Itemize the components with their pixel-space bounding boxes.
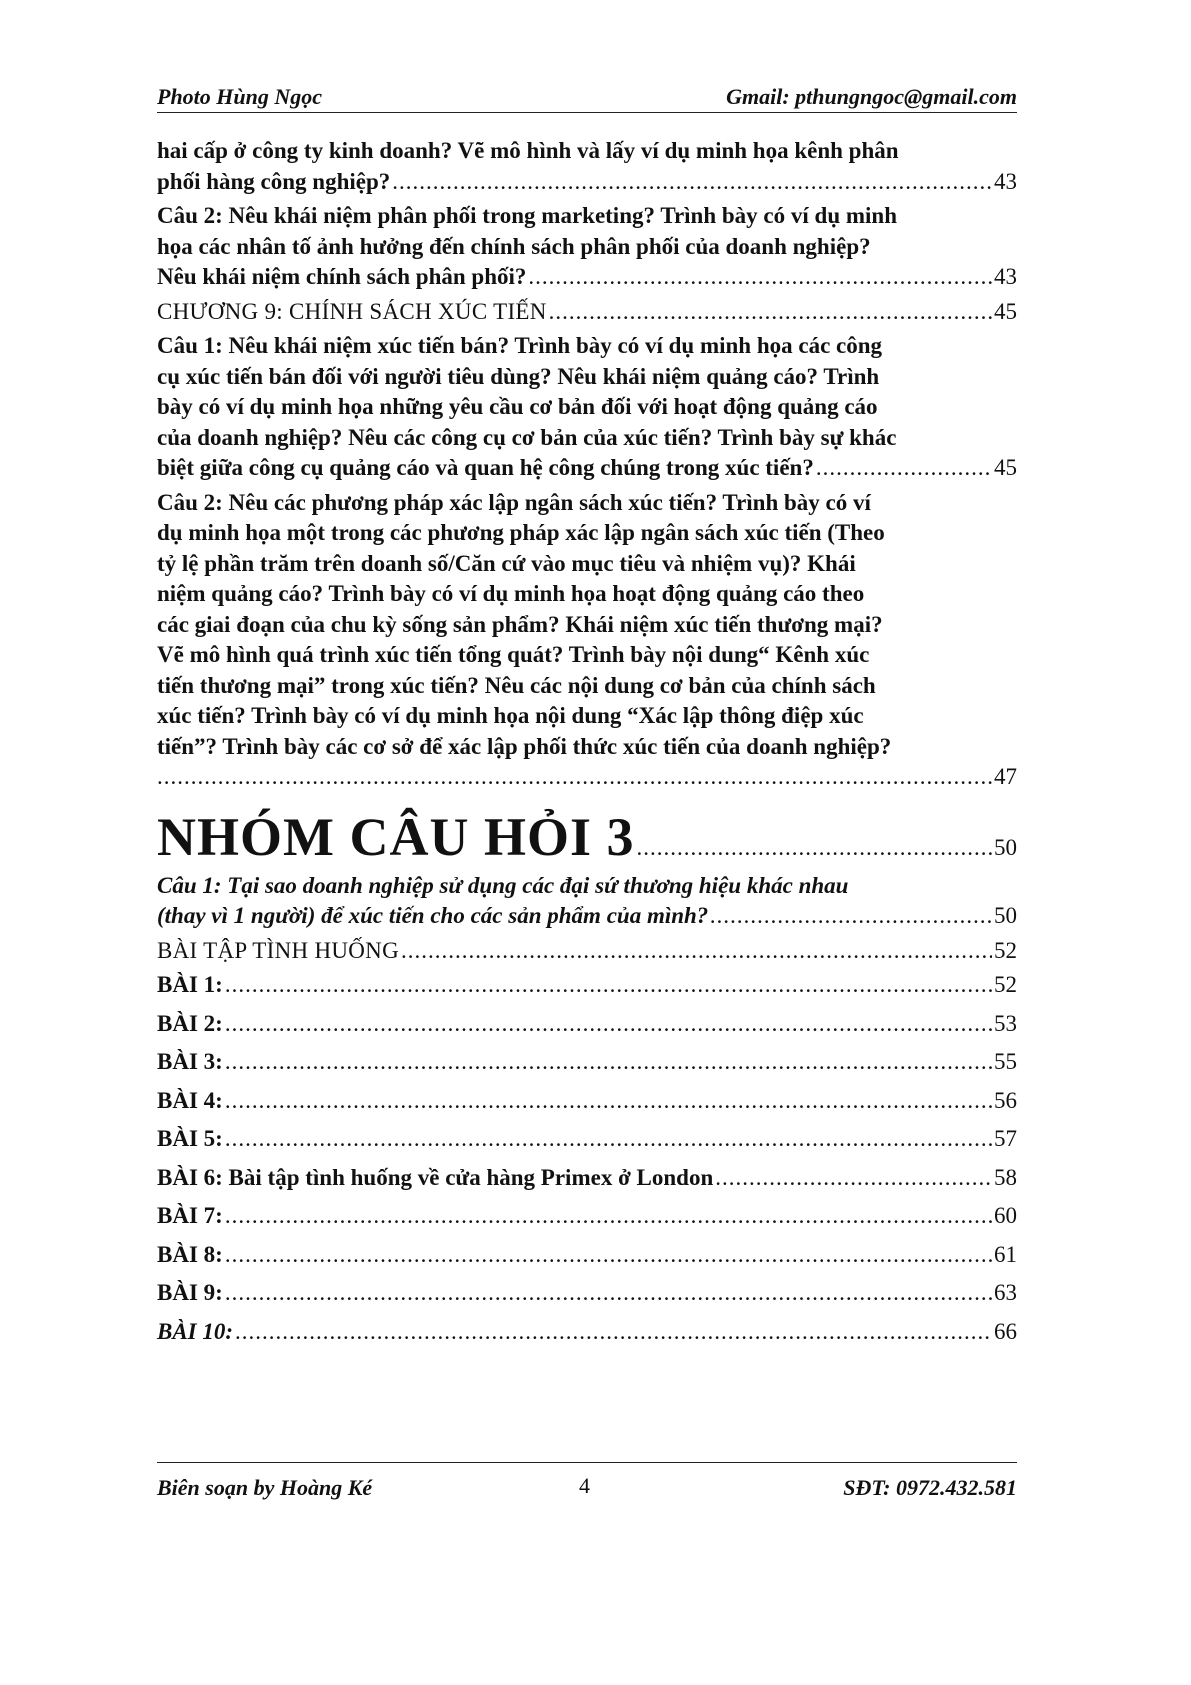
toc-line: tỷ lệ phần trăm trên doanh số/Căn cứ vào mục tiêu và nhiệm vụ)? Khái bbox=[157, 550, 856, 576]
toc-line: tiến”? Trình bày các cơ sở để xác lập phối thức xúc tiến của doanh nghiệp? bbox=[157, 733, 892, 759]
page-number: 4 bbox=[579, 1473, 590, 1498]
toc-page-number: 56 bbox=[994, 1087, 1017, 1113]
dot-leader bbox=[715, 1163, 992, 1194]
toc-page-number: 50 bbox=[994, 903, 1017, 928]
toc-entry-cau-2-phan-phoi[interactable] bbox=[157, 201, 1017, 293]
toc-line: tiến thương mại” trong xúc tiến? Nêu các nội dung cơ bản của chính sách bbox=[157, 672, 876, 698]
toc-line: Câu 2: Nêu các phương pháp xác lập ngân sách xúc tiến? Trình bày có ví bbox=[157, 489, 871, 515]
toc-line: dụ minh họa một trong các phương pháp xác lập ngân sách xúc tiến (Theo bbox=[157, 520, 885, 545]
toc-entry-chapter-9[interactable] bbox=[157, 297, 1017, 328]
dot-leader bbox=[235, 1317, 992, 1348]
toc-line: biệt giữa công cụ quảng cáo và quan hệ công chúng trong xúc tiến? bbox=[157, 455, 814, 480]
header-right: Gmail: pthungngoc@gmail.com bbox=[726, 84, 1017, 109]
toc-line: cụ xúc tiến bán đối với người tiêu dùng? Nêu khái niệm quảng cáo? Trình bbox=[157, 363, 880, 389]
section-title: BÀI TẬP TÌNH HUỐNG bbox=[157, 937, 400, 963]
dot-leader bbox=[401, 936, 992, 967]
toc-page-number: 61 bbox=[994, 1241, 1017, 1267]
toc-page-number: 66 bbox=[994, 1318, 1017, 1344]
toc-line: niệm quảng cáo? Trình bày có ví dụ minh họa hoạt động quảng cáo theo bbox=[157, 581, 865, 606]
dot-leader bbox=[225, 1278, 992, 1309]
toc-page-number: 52 bbox=[994, 937, 1017, 963]
toc-page-number: 55 bbox=[994, 1049, 1017, 1074]
toc-entry-bai-7[interactable] bbox=[157, 1201, 1017, 1232]
toc-entry-bai-tap-tinh-huong[interactable] bbox=[157, 936, 1017, 967]
footer-left: Biên soạn by Hoàng Ké bbox=[157, 1475, 373, 1500]
toc-line: phối hàng công nghiệp? bbox=[157, 168, 391, 194]
dot-leader bbox=[225, 970, 992, 1001]
exercise-label: BÀI 1: bbox=[157, 972, 223, 997]
toc-entry-bai-4[interactable] bbox=[157, 1086, 1017, 1117]
toc-line: (thay vì 1 người) để xúc tiến cho các sản phẩm của mình? bbox=[157, 903, 709, 928]
toc-page-number: 43 bbox=[994, 264, 1017, 289]
exercise-label: BÀI 8: bbox=[157, 1241, 223, 1267]
exercise-label: BÀI 3: bbox=[157, 1049, 223, 1074]
toc-page-number: 60 bbox=[994, 1203, 1017, 1228]
toc-page-number: 50 bbox=[994, 834, 1017, 860]
exercise-label: BÀI 5: bbox=[157, 1126, 223, 1151]
table-of-contents bbox=[157, 136, 1017, 1355]
toc-page-number: 58 bbox=[994, 1164, 1017, 1190]
chapter-title: CHƯƠNG 9: CHÍNH SÁCH XÚC TIẾN bbox=[157, 298, 547, 324]
footer-right: SĐT: 0972.432.581 bbox=[843, 1475, 1017, 1500]
toc-line: bày có ví dụ minh họa những yêu cầu cơ bản đối với hoạt động quảng cáo bbox=[157, 394, 878, 419]
toc-line: Câu 1: Nêu khái niệm xúc tiến bán? Trình bày có ví dụ minh họa các công bbox=[157, 333, 883, 358]
page-header bbox=[157, 80, 1017, 113]
toc-line: Câu 2: Nêu khái niệm phân phối trong marketing? Trình bày có ví dụ minh bbox=[157, 203, 897, 228]
exercise-label: BÀI 9: bbox=[157, 1280, 223, 1305]
toc-entry-bai-2[interactable] bbox=[157, 1009, 1017, 1040]
dot-leader bbox=[225, 1240, 992, 1271]
toc-page-number: 45 bbox=[994, 298, 1017, 324]
dot-leader bbox=[549, 297, 992, 328]
group-heading: NHÓM CÂU HỎI 3 bbox=[157, 806, 635, 867]
exercise-label: BÀI 7: bbox=[157, 1203, 223, 1228]
dot-leader bbox=[225, 1086, 992, 1117]
toc-page-number: 45 bbox=[994, 455, 1017, 480]
exercise-label: BÀI 10: bbox=[157, 1318, 234, 1344]
header-left: Photo Hùng Ngọc bbox=[157, 84, 323, 109]
dot-leader bbox=[225, 1009, 992, 1040]
toc-page-number: 57 bbox=[994, 1126, 1017, 1151]
dot-leader bbox=[636, 835, 992, 861]
toc-page-number: 63 bbox=[994, 1280, 1017, 1305]
toc-entry-dai-su-thuong-hieu[interactable] bbox=[157, 871, 1017, 932]
page-footer bbox=[157, 1462, 1017, 1501]
toc-entry-cau-2-ngan-sach[interactable] bbox=[157, 488, 1017, 793]
toc-entry-bai-8[interactable] bbox=[157, 1240, 1017, 1271]
toc-line: xúc tiến? Trình bày có ví dụ minh họa nội dung “Xác lập thông điệp xúc bbox=[157, 703, 864, 728]
dot-leader bbox=[225, 1201, 992, 1232]
toc-page-number: 43 bbox=[994, 168, 1017, 194]
toc-entry-bai-6[interactable] bbox=[157, 1163, 1017, 1194]
toc-entry-bai-1[interactable] bbox=[157, 970, 1017, 1001]
toc-entry-group-3[interactable] bbox=[157, 807, 1017, 867]
dot-leader bbox=[710, 901, 992, 932]
dot-leader bbox=[392, 167, 992, 198]
toc-page-number: 47 bbox=[994, 764, 1017, 789]
toc-entry-bai-9[interactable] bbox=[157, 1278, 1017, 1309]
toc-line: họa các nhân tố ảnh hưởng đến chính sách phân phối của doanh nghiệp? bbox=[157, 233, 871, 259]
toc-line: các giai đoạn của chu kỳ sống sản phẩm? Khái niệm xúc tiến thương mại? bbox=[157, 611, 883, 637]
dot-leader bbox=[816, 453, 992, 484]
exercise-label: BÀI 4: bbox=[157, 1087, 223, 1113]
toc-entry-bai-5[interactable] bbox=[157, 1124, 1017, 1155]
toc-page-number: 52 bbox=[994, 972, 1017, 997]
dot-leader bbox=[225, 1047, 992, 1078]
exercise-label: BÀI 2: bbox=[157, 1010, 223, 1036]
exercise-label: BÀI 6: Bài tập tình huống về cửa hàng Primex ở London bbox=[157, 1164, 714, 1190]
toc-entry-continuation[interactable] bbox=[157, 136, 1017, 197]
toc-entry-bai-10[interactable] bbox=[157, 1317, 1017, 1348]
toc-line: Câu 1: Tại sao doanh nghiệp sử dụng các đại sứ thương hiệu khác nhau bbox=[157, 872, 849, 898]
toc-entry-cau-1-xuc-tien[interactable] bbox=[157, 331, 1017, 484]
dot-leader bbox=[528, 262, 992, 293]
dot-leader bbox=[225, 1124, 992, 1155]
toc-line: hai cấp ở công ty kinh doanh? Vẽ mô hình và lấy ví dụ minh họa kênh phân bbox=[157, 138, 899, 163]
toc-line: của doanh nghiệp? Nêu các công cụ cơ bản của xúc tiến? Trình bày sự khác bbox=[157, 424, 897, 450]
toc-entry-bai-3[interactable] bbox=[157, 1047, 1017, 1078]
dot-leader bbox=[157, 762, 992, 793]
toc-line: Nêu khái niệm chính sách phân phối? bbox=[157, 264, 527, 289]
toc-page-number: 53 bbox=[994, 1010, 1017, 1036]
toc-line: Vẽ mô hình quá trình xúc tiến tổng quát? Trình bày nội dung“ Kênh xúc bbox=[157, 642, 870, 667]
